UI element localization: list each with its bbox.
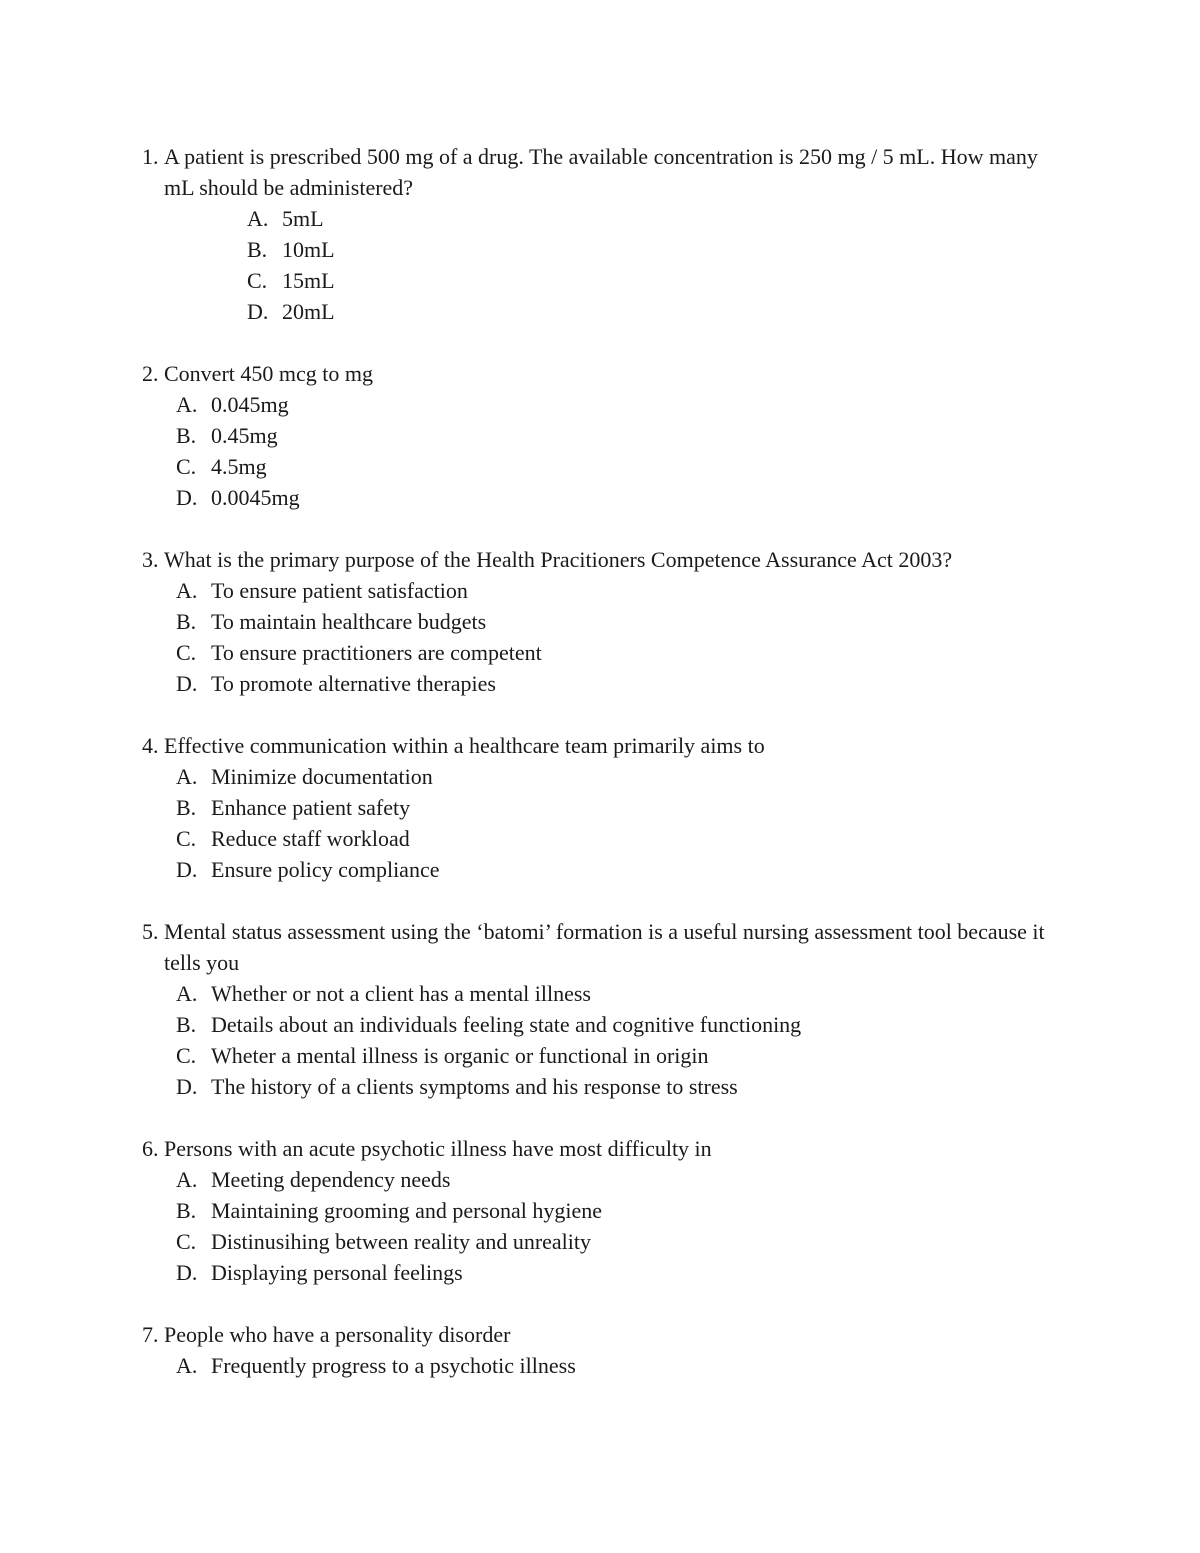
- answer-options: [142, 761, 1062, 885]
- question-4: [142, 730, 1062, 885]
- answer-option: [142, 761, 1062, 792]
- question-7: [142, 1319, 1062, 1381]
- option-text: Frequently progress to a psychotic illness: [211, 1353, 576, 1378]
- option-text: 0.45mg: [211, 423, 278, 448]
- option-letter: D.: [176, 485, 198, 510]
- answer-option: [142, 823, 1062, 854]
- answer-option: [142, 420, 1062, 451]
- option-text: 5mL: [282, 206, 324, 231]
- option-text: Maintaining grooming and personal hygiene: [211, 1198, 603, 1223]
- answer-option: [142, 1164, 1062, 1195]
- answer-options: [142, 389, 1062, 513]
- answer-options: [142, 1164, 1062, 1288]
- option-letter: D.: [247, 299, 269, 324]
- answer-option: [142, 1040, 1062, 1071]
- answer-options: [142, 203, 1062, 327]
- answer-option: [142, 265, 1062, 296]
- option-text: Wheter a mental illness is organic or functional in origin: [211, 1043, 709, 1068]
- question-6: [142, 1133, 1062, 1288]
- answer-option: [142, 1257, 1062, 1288]
- answer-option: [142, 1009, 1062, 1040]
- option-letter: D.: [176, 857, 198, 882]
- document-page: [142, 141, 1062, 1412]
- question-number: 1.: [142, 144, 164, 169]
- option-letter: C.: [176, 1229, 197, 1254]
- question-text: Effective communication within a healthcare team primarily aims to: [164, 733, 765, 758]
- option-text: Meeting dependency needs: [211, 1167, 451, 1192]
- option-letter: D.: [176, 671, 198, 696]
- answer-option: [142, 296, 1062, 327]
- answer-option: [142, 978, 1062, 1009]
- answer-option: [142, 668, 1062, 699]
- option-text: Minimize documentation: [211, 764, 433, 789]
- option-letter: A.: [176, 1167, 198, 1192]
- answer-option: [142, 482, 1062, 513]
- question-text: Mental status assessment using the ‘batomi’ formation is a useful nursing assessment tool because it tells you: [164, 919, 1045, 975]
- question-number: 7.: [142, 1322, 164, 1347]
- option-text: Enhance patient safety: [211, 795, 411, 820]
- option-text: 10mL: [282, 237, 335, 262]
- answer-option: [142, 1195, 1062, 1226]
- option-letter: C.: [176, 826, 197, 851]
- option-text: Reduce staff workload: [211, 826, 410, 851]
- answer-option: [142, 234, 1062, 265]
- answer-option: [142, 1071, 1062, 1102]
- question-2: [142, 358, 1062, 513]
- answer-option: [142, 1226, 1062, 1257]
- option-text: Ensure policy compliance: [211, 857, 440, 882]
- question-5: [142, 916, 1062, 1102]
- question-number: 4.: [142, 733, 164, 758]
- question-number: 2.: [142, 361, 164, 386]
- question-number: 3.: [142, 547, 164, 572]
- option-text: 0.0045mg: [211, 485, 300, 510]
- answer-options: [142, 978, 1062, 1102]
- option-letter: A.: [176, 1353, 198, 1378]
- answer-option: [142, 451, 1062, 482]
- option-letter: C.: [176, 1043, 197, 1068]
- option-letter: C.: [247, 268, 268, 293]
- option-letter: B.: [176, 795, 197, 820]
- option-text: The history of a clients symptoms and his response to stress: [211, 1074, 738, 1099]
- option-letter: C.: [176, 640, 197, 665]
- option-letter: B.: [247, 237, 268, 262]
- option-text: 0.045mg: [211, 392, 289, 417]
- question-text: A patient is prescribed 500 mg of a drug. The available concentration is 250 mg / 5 mL. How many mL should be administered?: [164, 144, 1038, 200]
- option-text: To maintain healthcare budgets: [211, 609, 487, 634]
- option-letter: D.: [176, 1260, 198, 1285]
- question-3: [142, 544, 1062, 699]
- option-text: 20mL: [282, 299, 335, 324]
- answer-option: [142, 606, 1062, 637]
- option-text: To ensure patient satisfaction: [211, 578, 468, 603]
- answer-option: [142, 203, 1062, 234]
- option-text: 4.5mg: [211, 454, 267, 479]
- option-letter: A.: [176, 578, 198, 603]
- answer-options: [142, 1350, 1062, 1381]
- option-letter: A.: [176, 981, 198, 1006]
- question-text: People who have a personality disorder: [164, 1322, 511, 1347]
- answer-option: [142, 575, 1062, 606]
- option-text: Distinusihing between reality and unreality: [211, 1229, 592, 1254]
- answer-option: [142, 637, 1062, 668]
- option-letter: A.: [176, 392, 198, 417]
- option-text: Details about an individuals feeling state and cognitive functioning: [211, 1012, 802, 1037]
- option-letter: A.: [247, 206, 269, 231]
- answer-option: [142, 792, 1062, 823]
- option-letter: D.: [176, 1074, 198, 1099]
- option-text: 15mL: [282, 268, 335, 293]
- option-letter: B.: [176, 1198, 197, 1223]
- option-letter: B.: [176, 1012, 197, 1037]
- option-text: Displaying personal feelings: [211, 1260, 463, 1285]
- answer-option: [142, 1350, 1062, 1381]
- answer-option: [142, 389, 1062, 420]
- option-letter: A.: [176, 764, 198, 789]
- option-letter: B.: [176, 423, 197, 448]
- option-letter: C.: [176, 454, 197, 479]
- option-letter: B.: [176, 609, 197, 634]
- question-text: Convert 450 mcg to mg: [164, 361, 373, 386]
- question-number: 5.: [142, 919, 164, 944]
- question-number: 6.: [142, 1136, 164, 1161]
- option-text: Whether or not a client has a mental illness: [211, 981, 591, 1006]
- question-text: Persons with an acute psychotic illness have most difficulty in: [164, 1136, 712, 1161]
- answer-option: [142, 854, 1062, 885]
- answer-options: [142, 575, 1062, 699]
- option-text: To ensure practitioners are competent: [211, 640, 542, 665]
- option-text: To promote alternative therapies: [211, 671, 496, 696]
- question-1: [142, 141, 1062, 327]
- question-text: What is the primary purpose of the Health Pracitioners Competence Assurance Act 2003?: [164, 547, 953, 572]
